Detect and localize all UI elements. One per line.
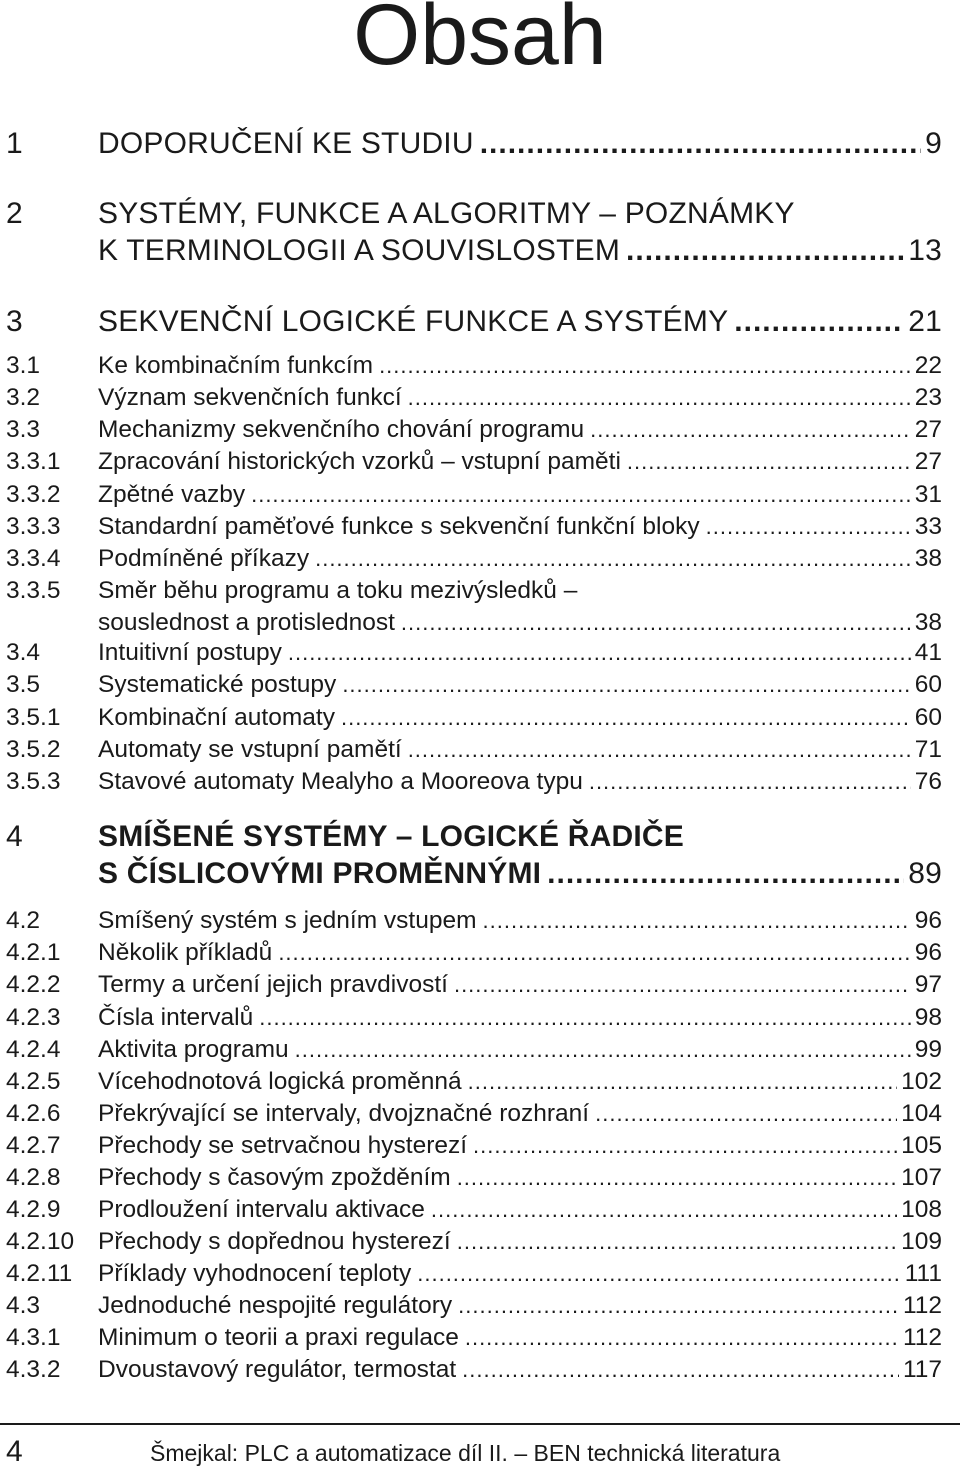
toc-entry-number: 1 xyxy=(6,127,23,160)
dot-leader xyxy=(462,1354,899,1386)
toc-entry-title: Standardní paměťové funkce s sekvenční funkční bloky xyxy=(98,513,700,540)
dot-leader xyxy=(457,1226,897,1258)
toc-entry-number: 4.3.2 xyxy=(6,1356,61,1383)
toc-entry-title: Automaty se vstupní pamětí xyxy=(98,736,402,763)
dot-leader xyxy=(379,350,911,382)
toc-entry-title: Intuitivní postupy xyxy=(98,639,282,666)
toc-entry-page: 9 xyxy=(925,127,942,160)
toc-entry-page: 60 xyxy=(914,671,942,698)
toc-entry-number: 4 xyxy=(6,820,23,853)
toc-entry-page: 33 xyxy=(914,513,942,540)
toc-entry-number: 4.2.6 xyxy=(6,1100,61,1127)
dot-leader xyxy=(408,734,911,766)
dot-leader xyxy=(706,511,911,543)
toc-entry-page: 99 xyxy=(914,1036,942,1063)
dot-leader xyxy=(454,969,911,1001)
dot-leader xyxy=(341,702,911,734)
toc-entry-page: 105 xyxy=(901,1132,942,1159)
toc-entry-number: 3.4 xyxy=(6,639,41,666)
dot-leader xyxy=(457,1162,897,1194)
toc-entry-page: 21 xyxy=(908,305,942,338)
dot-leader xyxy=(590,414,911,446)
toc-entry-page: 98 xyxy=(914,1004,942,1031)
toc-entry-page: 89 xyxy=(908,857,942,890)
dot-leader xyxy=(342,669,910,701)
toc-entry-title: Minimum o teorii a praxi regulace xyxy=(98,1324,459,1351)
dot-leader xyxy=(547,855,904,892)
toc-entry-page: 60 xyxy=(914,704,942,731)
toc-entry-page: 27 xyxy=(914,448,942,475)
toc-entry-title: Vícehodnotová logická proměnná xyxy=(98,1068,462,1095)
toc-entry-title: DOPORUČENÍ KE STUDIU xyxy=(98,127,474,160)
toc-entry-number: 3.2 xyxy=(6,384,41,411)
footer-divider xyxy=(0,1423,960,1425)
toc-entry-title: S ČÍSLICOVÝMI PROMĚNNÝMI xyxy=(98,857,542,890)
dot-leader xyxy=(483,905,911,937)
toc-entry-title-line: SMÍŠENÉ SYSTÉMY – LOGICKÉ ŘADIČE xyxy=(98,820,684,853)
toc-entry-number: 3 xyxy=(6,305,23,338)
dot-leader xyxy=(465,1322,899,1354)
toc-entry-number: 3.3.5 xyxy=(6,577,61,604)
toc-entry-page: 13 xyxy=(908,234,942,267)
dot-leader xyxy=(408,382,911,414)
toc-entry-title: Zpětné vazby xyxy=(98,481,246,508)
toc-entry-number: 3.1 xyxy=(6,352,41,379)
toc-entry-title: Kombinační automaty xyxy=(98,704,335,731)
toc-entry-title: Přechody s časovým zpožděním xyxy=(98,1164,451,1191)
toc-entry-title: Ke kombinačním funkcím xyxy=(98,352,374,379)
dot-leader xyxy=(315,543,911,575)
dot-leader xyxy=(259,1002,911,1034)
dot-leader xyxy=(417,1258,901,1290)
footer-page-number: 4 xyxy=(6,1435,23,1468)
toc-entry-page: 27 xyxy=(914,416,942,443)
toc-entry-page: 111 xyxy=(904,1260,942,1287)
toc-entry-page: 117 xyxy=(902,1356,942,1383)
toc-entry-number: 3.3.2 xyxy=(6,481,61,508)
toc-entry-number: 3.3 xyxy=(6,416,41,443)
toc-entry-title: Termy a určení jejich pravdivostí xyxy=(98,971,448,998)
toc-entry-page: 108 xyxy=(901,1196,942,1223)
toc-entry-number: 3.3.1 xyxy=(6,448,61,475)
toc-entry-number: 3.5.3 xyxy=(6,768,61,795)
toc-entry-page: 112 xyxy=(902,1292,942,1319)
dot-leader xyxy=(278,937,910,969)
toc-entry-number: 4.2.3 xyxy=(6,1004,61,1031)
toc-entry-title: Prodloužení intervalu aktivace xyxy=(98,1196,425,1223)
dot-leader xyxy=(627,446,911,478)
toc-entry-title: souslednost a protislednost xyxy=(98,609,395,636)
toc-entry-title-line: Směr běhu programu a toku mezivýsledků – xyxy=(98,577,578,604)
toc-entry-title: Jednoduché nespojité regulátory xyxy=(98,1292,453,1319)
toc-entry-title: Stavové automaty Mealyho a Mooreova typu xyxy=(98,768,583,795)
toc-entry-number: 4.2.8 xyxy=(6,1164,61,1191)
dot-leader xyxy=(458,1290,899,1322)
toc-entry-title: Mechanizmy sekvenčního chování programu xyxy=(98,416,585,443)
toc-entry-title: Překrývající se intervaly, dvojznačné rozhraní xyxy=(98,1100,590,1127)
toc-entry-page: 31 xyxy=(914,481,942,508)
toc-entry-title: Přechody s dopřednou hysterezí xyxy=(98,1228,451,1255)
toc-entry-number: 4.2.4 xyxy=(6,1036,61,1063)
toc-entry-number: 4.2 xyxy=(6,907,41,934)
dot-leader xyxy=(480,125,921,162)
dot-leader xyxy=(468,1066,897,1098)
toc-entry-title: Čísla intervalů xyxy=(98,1004,254,1031)
toc-entry-number: 3.3.4 xyxy=(6,545,61,572)
toc-entry-title: Několik příkladů xyxy=(98,939,273,966)
toc-entry-title: Systematické postupy xyxy=(98,671,337,698)
toc-entry-page: 109 xyxy=(901,1228,942,1255)
toc-entry-page: 96 xyxy=(914,907,942,934)
toc-entry-page: 96 xyxy=(914,939,942,966)
dot-leader xyxy=(295,1034,911,1066)
dot-leader xyxy=(626,232,904,269)
dot-leader xyxy=(595,1098,897,1130)
toc-entry-number: 3.5.2 xyxy=(6,736,61,763)
toc-entry-page: 76 xyxy=(914,768,942,795)
toc-entry-page: 97 xyxy=(914,971,942,998)
dot-leader xyxy=(589,766,911,798)
toc-entry-number: 4.2.2 xyxy=(6,971,61,998)
toc-entry-title: K TERMINOLOGII A SOUVISLOSTEM xyxy=(98,234,621,267)
dot-leader xyxy=(431,1194,897,1226)
toc-entry-page: 71 xyxy=(914,736,942,763)
toc-entry-page: 38 xyxy=(914,609,942,636)
dot-leader xyxy=(288,637,911,669)
toc-entry-title: Přechody se setrvačnou hysterezí xyxy=(98,1132,468,1159)
toc-entry-number: 4.3.1 xyxy=(6,1324,61,1351)
toc-entry-title: Aktivita programu xyxy=(98,1036,289,1063)
toc-entry-page: 22 xyxy=(914,352,942,379)
toc-entry-number: 3.5 xyxy=(6,671,41,698)
toc-entry-title-line: SYSTÉMY, FUNKCE A ALGORITMY – POZNÁMKY xyxy=(98,197,795,230)
toc-entry-number: 4.2.9 xyxy=(6,1196,61,1223)
toc-entry-page: 112 xyxy=(902,1324,942,1351)
toc-entry-number: 2 xyxy=(6,197,23,230)
dot-leader xyxy=(473,1130,897,1162)
toc-entry-title: Význam sekvenčních funkcí xyxy=(98,384,402,411)
toc-entry-number: 4.2.11 xyxy=(6,1260,73,1287)
toc-entry-title: Smíšený systém s jedním vstupem xyxy=(98,907,477,934)
footer-text: Šmejkal: PLC a automatizace díl II. – BEN technická literatura xyxy=(150,1440,781,1466)
toc-entry-number: 4.2.1 xyxy=(6,939,61,966)
toc-entry-page: 104 xyxy=(901,1100,942,1127)
toc-entry-number: 4.2.5 xyxy=(6,1068,61,1095)
page-title: Obsah xyxy=(353,0,607,83)
toc-entry-number: 4.2.10 xyxy=(6,1228,75,1255)
toc-entry-page: 107 xyxy=(901,1164,942,1191)
toc-entry-title: Příklady vyhodnocení teploty xyxy=(98,1260,412,1287)
toc-entry-number: 4.2.7 xyxy=(6,1132,61,1159)
dot-leader xyxy=(251,479,911,511)
toc-entry-title: Dvoustavový regulátor, termostat xyxy=(98,1356,457,1383)
toc-entry-page: 41 xyxy=(914,639,942,666)
toc-entry-title: Zpracování historických vzorků – vstupní paměti xyxy=(98,448,621,475)
toc-entry-page: 23 xyxy=(914,384,942,411)
toc-entry-page: 38 xyxy=(914,545,942,572)
toc-entry-page: 102 xyxy=(901,1068,942,1095)
toc-entry-number: 3.5.1 xyxy=(6,704,61,731)
toc-entry-title: Podmíněné příkazy xyxy=(98,545,310,572)
dot-leader xyxy=(401,607,911,639)
toc-entry-number: 4.3 xyxy=(6,1292,41,1319)
toc-entry-title: SEKVENČNÍ LOGICKÉ FUNKCE A SYSTÉMY xyxy=(98,305,729,338)
dot-leader xyxy=(734,303,904,340)
toc-entry-number: 3.3.3 xyxy=(6,513,61,540)
